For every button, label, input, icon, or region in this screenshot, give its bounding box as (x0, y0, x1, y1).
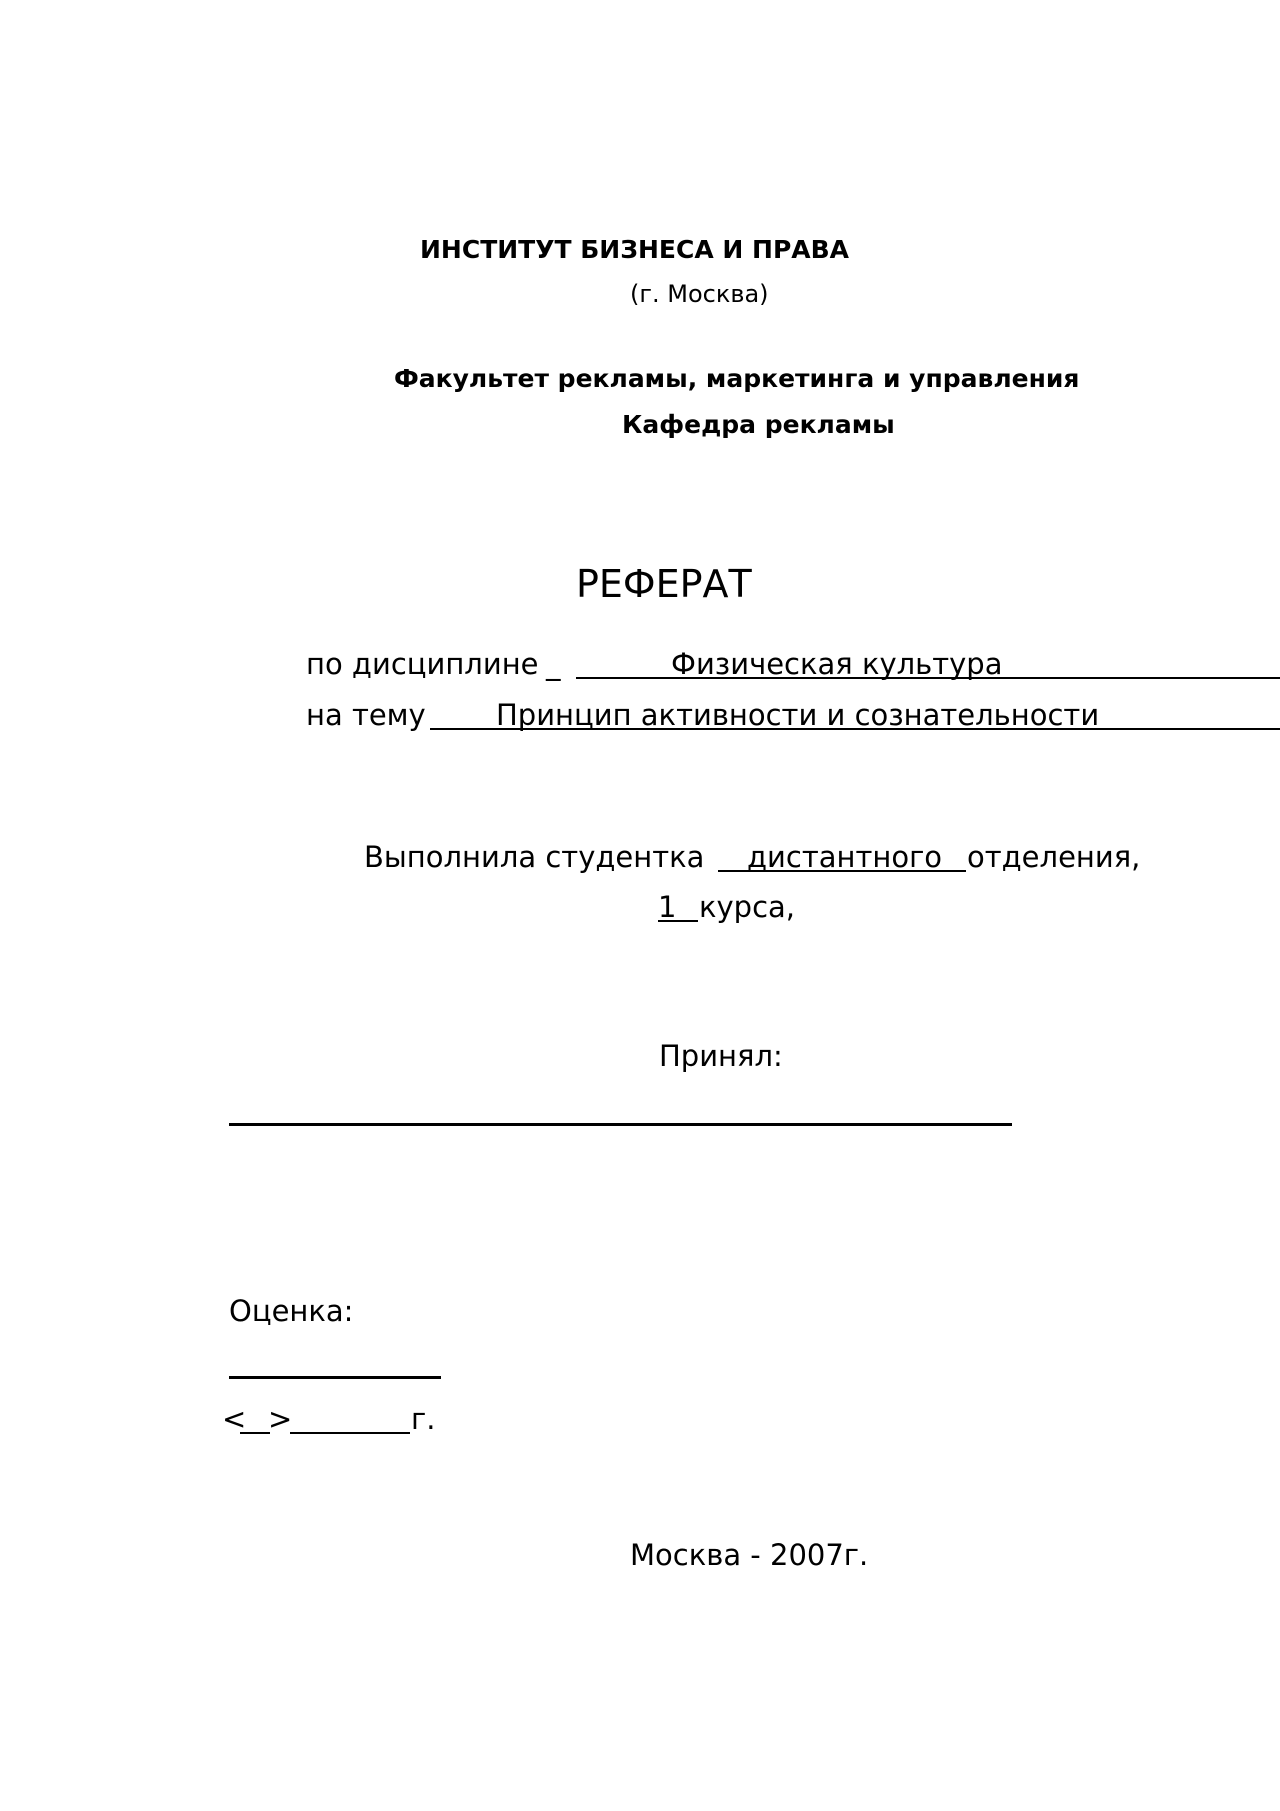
course-value: 1 (658, 890, 677, 924)
institute-city: (г. Москва) (630, 280, 769, 308)
date-day-underline (240, 1432, 270, 1434)
date-year-suffix: г. (411, 1402, 436, 1436)
grade-line (229, 1376, 441, 1379)
accepted-label: Принял: (659, 1039, 783, 1073)
student-department-suffix: отделения, (967, 840, 1141, 874)
discipline-underscore: _ (546, 647, 561, 681)
grade-label: Оценка: (229, 1294, 354, 1328)
student-prefix: Выполнила студентка (364, 840, 705, 874)
footer-city-year: Москва - 2007г. (630, 1538, 869, 1572)
student-department-value: дистантного (747, 840, 943, 874)
topic-value: Принцип активности и сознательности (496, 698, 1100, 732)
department-name: Кафедра рекламы (622, 410, 895, 439)
accepted-signature-line (229, 1123, 1012, 1126)
document-title: РЕФЕРАТ (576, 562, 752, 606)
discipline-value: Физическая культура (671, 647, 1003, 681)
faculty-name: Факультет рекламы, маркетинга и управления (394, 364, 1080, 393)
date-month-underline (290, 1432, 410, 1434)
date-close-bracket: > (268, 1402, 293, 1436)
date-open-bracket: < (222, 1402, 247, 1436)
course-suffix: курса, (699, 890, 796, 924)
topic-label: на тему (306, 698, 426, 732)
institute-name: ИНСТИТУТ БИЗНЕСА И ПРАВА (420, 235, 850, 264)
discipline-label: по дисциплине (306, 647, 539, 681)
